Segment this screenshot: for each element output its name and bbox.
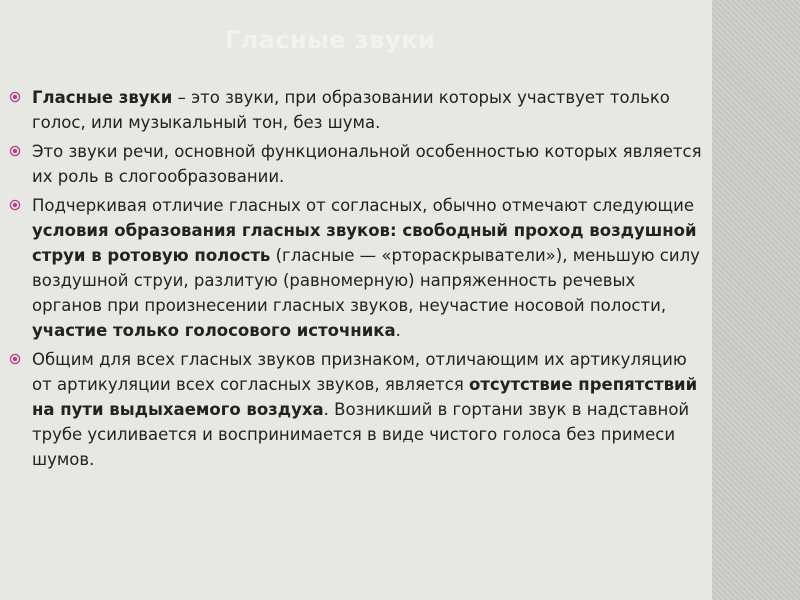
bullet-item-conditions [32,193,707,343]
bullet-item-definition [32,85,707,135]
bullet-list [32,85,707,476]
bullet-bold-no-obstacles: отсутствие препятствий на пути выдыхаемого воздуха [32,375,698,419]
bullet-text: Общим для всех гласных звуков признаком, отличающим их артикуляцию от артикуляции всех согласных звуков, является [32,350,687,394]
circle-bullet-icon [9,193,23,218]
bullet-text: – это звуки, при образовании которых участвует только голос, или музыкальный тон, без шума. [32,88,670,132]
bullet-text: Подчеркивая отличие гласных от согласных, обычно отмечают следующие [32,196,694,215]
bullet-item-common-feature [32,347,707,472]
bullet-item-function [32,139,707,189]
striped-side-panel [712,0,800,600]
bullet-text: (гласные — «ртораскрыватели»), меньшую силу воздушной струи, разлитую (равномерную) напряженность речевых органов при произнесении гласных звуков, неучастие носовой полости, [32,246,700,315]
bullet-bold-source: участие только голосового источника [32,321,396,340]
bullet-text: Это звуки речи, основной функциональной особенностью которых является их роль в слогообразовании. [32,142,702,186]
bullet-text: . [395,321,401,340]
slide-title: Гласные звуки [224,26,436,54]
bullet-bold-conditions: условия образования гласных звуков: свободный проход воздушной струи в ротовую полость [32,221,697,265]
circle-bullet-icon [9,139,23,164]
bullet-text: . Возникший в гортани звук в надставной трубе усиливается и воспринимается в виде чистого голоса без примеси шумов. [32,400,690,469]
circle-bullet-icon [9,85,23,110]
bullet-lead-bold: Гласные звуки [32,88,173,107]
circle-bullet-icon [9,347,23,372]
